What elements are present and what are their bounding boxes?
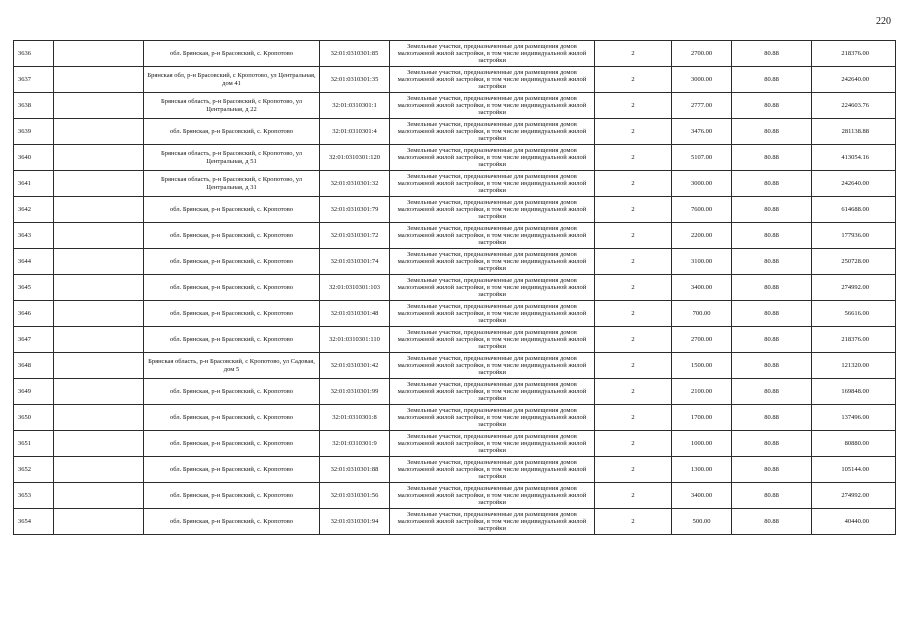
row-number-cell: 3653 (14, 483, 54, 509)
rate-cell: 80.88 (732, 171, 812, 197)
blank-cell (54, 405, 144, 431)
blank-cell (54, 301, 144, 327)
cost-cell: 177936.00 (812, 223, 896, 249)
land-use-cell: Земельные участки, предназначенные для размещения домов малоэтажной жилой застройки, в том числе индивидуальной жилой застройки (390, 249, 595, 275)
land-use-cell: Земельные участки, предназначенные для размещения домов малоэтажной жилой застройки, в том числе индивидуальной жилой застройки (390, 119, 595, 145)
land-use-cell: Земельные участки, предназначенные для размещения домов малоэтажной жилой застройки, в том числе индивидуальной жилой застройки (390, 405, 595, 431)
cadastral-number-cell: 32:01:0310301:99 (320, 379, 390, 405)
cost-cell: 614688.00 (812, 197, 896, 223)
cadastral-number-cell: 32:01:0310301:4 (320, 119, 390, 145)
row-number-cell: 3641 (14, 171, 54, 197)
area-cell: 3000.00 (672, 171, 732, 197)
row-number-cell: 3650 (14, 405, 54, 431)
rate-cell: 80.88 (732, 145, 812, 171)
table-row (14, 119, 896, 145)
cost-cell: 40440.00 (812, 509, 896, 535)
row-number-cell: 3640 (14, 145, 54, 171)
cadastral-number-cell: 32:01:0310301:88 (320, 457, 390, 483)
group-cell: 2 (595, 509, 672, 535)
rate-cell: 80.88 (732, 509, 812, 535)
land-use-cell: Земельные участки, предназначенные для размещения домов малоэтажной жилой застройки, в том числе индивидуальной жилой застройки (390, 327, 595, 353)
page-number: 220 (876, 16, 891, 27)
cost-cell: 274992.00 (812, 275, 896, 301)
cadastral-number-cell: 32:01:0310301:56 (320, 483, 390, 509)
blank-cell (54, 145, 144, 171)
address-cell: Брянская обл, р-н Брасовский, с Кропотово, ул Центральная, дом 41 (144, 67, 320, 93)
cost-cell: 169848.00 (812, 379, 896, 405)
group-cell: 2 (595, 249, 672, 275)
address-cell: обл. Брянская, р-н Брасовский, с. Кропотово (144, 197, 320, 223)
rate-cell: 80.88 (732, 67, 812, 93)
rate-cell: 80.88 (732, 431, 812, 457)
group-cell: 2 (595, 457, 672, 483)
address-cell: Брянская область, р-н Брасовский, с Кропотово, ул Садовая, дом 5 (144, 353, 320, 379)
row-number-cell: 3645 (14, 275, 54, 301)
group-cell: 2 (595, 327, 672, 353)
land-use-cell: Земельные участки, предназначенные для размещения домов малоэтажной жилой застройки, в том числе индивидуальной жилой застройки (390, 431, 595, 457)
row-number-cell: 3643 (14, 223, 54, 249)
table-row (14, 93, 896, 119)
address-cell: Брянская область, р-н Брасовский, с Кропотово, ул Центральная, д 22 (144, 93, 320, 119)
blank-cell (54, 275, 144, 301)
cadastral-number-cell: 32:01:0310301:42 (320, 353, 390, 379)
table-row (14, 457, 896, 483)
group-cell: 2 (595, 405, 672, 431)
area-cell: 2700.00 (672, 41, 732, 67)
cadastral-number-cell: 32:01:0310301:74 (320, 249, 390, 275)
row-number-cell: 3648 (14, 353, 54, 379)
row-number-cell: 3639 (14, 119, 54, 145)
table-row (14, 405, 896, 431)
rate-cell: 80.88 (732, 301, 812, 327)
group-cell: 2 (595, 353, 672, 379)
address-cell: обл. Брянская, р-н Брасовский, с. Кропотово (144, 119, 320, 145)
address-cell: обл. Брянская, р-н Брасовский, с. Кропотово (144, 41, 320, 67)
group-cell: 2 (595, 301, 672, 327)
table-row (14, 145, 896, 171)
address-cell: обл. Брянская, р-н Брасовский, с. Кропотово (144, 509, 320, 535)
address-cell: обл. Брянская, р-н Брасовский, с. Кропотово (144, 301, 320, 327)
area-cell: 1300.00 (672, 457, 732, 483)
group-cell: 2 (595, 197, 672, 223)
area-cell: 3400.00 (672, 483, 732, 509)
cost-cell: 224603.76 (812, 93, 896, 119)
land-use-cell: Земельные участки, предназначенные для размещения домов малоэтажной жилой застройки, в том числе индивидуальной жилой застройки (390, 379, 595, 405)
area-cell: 2100.00 (672, 379, 732, 405)
land-use-cell: Земельные участки, предназначенные для размещения домов малоэтажной жилой застройки, в том числе индивидуальной жилой застройки (390, 353, 595, 379)
land-use-cell: Земельные участки, предназначенные для размещения домов малоэтажной жилой застройки, в том числе индивидуальной жилой застройки (390, 301, 595, 327)
table-row (14, 431, 896, 457)
blank-cell (54, 93, 144, 119)
area-cell: 1500.00 (672, 353, 732, 379)
cadastral-number-cell: 32:01:0310301:85 (320, 41, 390, 67)
rate-cell: 80.88 (732, 483, 812, 509)
blank-cell (54, 353, 144, 379)
land-use-cell: Земельные участки, предназначенные для размещения домов малоэтажной жилой застройки, в том числе индивидуальной жилой застройки (390, 509, 595, 535)
group-cell: 2 (595, 379, 672, 405)
land-use-cell: Земельные участки, предназначенные для размещения домов малоэтажной жилой застройки, в том числе индивидуальной жилой застройки (390, 457, 595, 483)
blank-cell (54, 379, 144, 405)
rate-cell: 80.88 (732, 197, 812, 223)
blank-cell (54, 249, 144, 275)
rate-cell: 80.88 (732, 457, 812, 483)
group-cell: 2 (595, 171, 672, 197)
rate-cell: 80.88 (732, 353, 812, 379)
blank-cell (54, 483, 144, 509)
blank-cell (54, 41, 144, 67)
address-cell: Брянская область, р-н Брасовский, с Кропотово, ул Центральная, д 31 (144, 171, 320, 197)
cost-cell: 242640.00 (812, 171, 896, 197)
address-cell: обл. Брянская, р-н Брасовский, с. Кропотово (144, 223, 320, 249)
blank-cell (54, 509, 144, 535)
address-cell: обл. Брянская, р-н Брасовский, с. Кропотово (144, 275, 320, 301)
cadastral-number-cell: 32:01:0310301:48 (320, 301, 390, 327)
cadastral-number-cell: 32:01:0310301:35 (320, 67, 390, 93)
area-cell: 2700.00 (672, 327, 732, 353)
table-body (14, 41, 896, 535)
address-cell: обл. Брянская, р-н Брасовский, с. Кропотово (144, 405, 320, 431)
land-use-cell: Земельные участки, предназначенные для размещения домов малоэтажной жилой застройки, в том числе индивидуальной жилой застройки (390, 41, 595, 67)
cadastral-number-cell: 32:01:0310301:120 (320, 145, 390, 171)
group-cell: 2 (595, 41, 672, 67)
row-number-cell: 3647 (14, 327, 54, 353)
area-cell: 1700.00 (672, 405, 732, 431)
land-use-cell: Земельные участки, предназначенные для размещения домов малоэтажной жилой застройки, в том числе индивидуальной жилой застройки (390, 93, 595, 119)
cost-cell: 80880.00 (812, 431, 896, 457)
row-number-cell: 3646 (14, 301, 54, 327)
rate-cell: 80.88 (732, 275, 812, 301)
rate-cell: 80.88 (732, 41, 812, 67)
blank-cell (54, 223, 144, 249)
group-cell: 2 (595, 67, 672, 93)
group-cell: 2 (595, 119, 672, 145)
cadastral-number-cell: 32:01:0310301:9 (320, 431, 390, 457)
row-number-cell: 3642 (14, 197, 54, 223)
table-row (14, 223, 896, 249)
address-cell: обл. Брянская, р-н Брасовский, с. Кропотово (144, 379, 320, 405)
blank-cell (54, 327, 144, 353)
land-use-cell: Земельные участки, предназначенные для размещения домов малоэтажной жилой застройки, в том числе индивидуальной жилой застройки (390, 171, 595, 197)
land-use-cell: Земельные участки, предназначенные для размещения домов малоэтажной жилой застройки, в том числе индивидуальной жилой застройки (390, 197, 595, 223)
rate-cell: 80.88 (732, 93, 812, 119)
table-row (14, 249, 896, 275)
area-cell: 3000.00 (672, 67, 732, 93)
land-use-cell: Земельные участки, предназначенные для размещения домов малоэтажной жилой застройки, в том числе индивидуальной жилой застройки (390, 223, 595, 249)
cost-cell: 281138.88 (812, 119, 896, 145)
area-cell: 5107.00 (672, 145, 732, 171)
table-row (14, 327, 896, 353)
rate-cell: 80.88 (732, 327, 812, 353)
cost-cell: 218376.00 (812, 41, 896, 67)
group-cell: 2 (595, 93, 672, 119)
address-cell: обл. Брянская, р-н Брасовский, с. Кропотово (144, 249, 320, 275)
table-row (14, 353, 896, 379)
area-cell: 500.00 (672, 509, 732, 535)
area-cell: 3476.00 (672, 119, 732, 145)
blank-cell (54, 171, 144, 197)
blank-cell (54, 67, 144, 93)
table-row (14, 275, 896, 301)
land-use-cell: Земельные участки, предназначенные для размещения домов малоэтажной жилой застройки, в том числе индивидуальной жилой застройки (390, 67, 595, 93)
cadastral-number-cell: 32:01:0310301:1 (320, 93, 390, 119)
row-number-cell: 3644 (14, 249, 54, 275)
land-valuation-table (13, 40, 896, 535)
group-cell: 2 (595, 275, 672, 301)
cost-cell: 121320.00 (812, 353, 896, 379)
table-row (14, 483, 896, 509)
blank-cell (54, 197, 144, 223)
row-number-cell: 3651 (14, 431, 54, 457)
area-cell: 2200.00 (672, 223, 732, 249)
row-number-cell: 3654 (14, 509, 54, 535)
table-row (14, 171, 896, 197)
area-cell: 3400.00 (672, 275, 732, 301)
table-row (14, 41, 896, 67)
cost-cell: 413054.16 (812, 145, 896, 171)
cadastral-number-cell: 32:01:0310301:103 (320, 275, 390, 301)
table-row (14, 379, 896, 405)
address-cell: обл. Брянская, р-н Брасовский, с. Кропотово (144, 431, 320, 457)
group-cell: 2 (595, 223, 672, 249)
cost-cell: 137496.00 (812, 405, 896, 431)
group-cell: 2 (595, 431, 672, 457)
address-cell: обл. Брянская, р-н Брасовский, с. Кропотово (144, 457, 320, 483)
rate-cell: 80.88 (732, 223, 812, 249)
area-cell: 700.00 (672, 301, 732, 327)
cost-cell: 56616.00 (812, 301, 896, 327)
land-use-cell: Земельные участки, предназначенные для размещения домов малоэтажной жилой застройки, в том числе индивидуальной жилой застройки (390, 145, 595, 171)
cost-cell: 250728.00 (812, 249, 896, 275)
group-cell: 2 (595, 483, 672, 509)
cadastral-number-cell: 32:01:0310301:94 (320, 509, 390, 535)
area-cell: 2777.00 (672, 93, 732, 119)
cadastral-number-cell: 32:01:0310301:110 (320, 327, 390, 353)
cost-cell: 274992.00 (812, 483, 896, 509)
cost-cell: 105144.00 (812, 457, 896, 483)
blank-cell (54, 431, 144, 457)
row-number-cell: 3649 (14, 379, 54, 405)
table-row (14, 67, 896, 93)
rate-cell: 80.88 (732, 249, 812, 275)
land-use-cell: Земельные участки, предназначенные для размещения домов малоэтажной жилой застройки, в том числе индивидуальной жилой застройки (390, 275, 595, 301)
cost-cell: 218376.00 (812, 327, 896, 353)
cadastral-number-cell: 32:01:0310301:72 (320, 223, 390, 249)
area-cell: 3100.00 (672, 249, 732, 275)
address-cell: обл. Брянская, р-н Брасовский, с. Кропотово (144, 483, 320, 509)
area-cell: 1000.00 (672, 431, 732, 457)
row-number-cell: 3638 (14, 93, 54, 119)
blank-cell (54, 457, 144, 483)
group-cell: 2 (595, 145, 672, 171)
table-row (14, 197, 896, 223)
blank-cell (54, 119, 144, 145)
area-cell: 7600.00 (672, 197, 732, 223)
address-cell: обл. Брянская, р-н Брасовский, с. Кропотово (144, 327, 320, 353)
cadastral-number-cell: 32:01:0310301:32 (320, 171, 390, 197)
row-number-cell: 3636 (14, 41, 54, 67)
rate-cell: 80.88 (732, 405, 812, 431)
land-use-cell: Земельные участки, предназначенные для размещения домов малоэтажной жилой застройки, в том числе индивидуальной жилой застройки (390, 483, 595, 509)
row-number-cell: 3652 (14, 457, 54, 483)
rate-cell: 80.88 (732, 119, 812, 145)
table-row (14, 509, 896, 535)
table-row (14, 301, 896, 327)
rate-cell: 80.88 (732, 379, 812, 405)
row-number-cell: 3637 (14, 67, 54, 93)
cadastral-number-cell: 32:01:0310301:79 (320, 197, 390, 223)
cost-cell: 242640.00 (812, 67, 896, 93)
cadastral-number-cell: 32:01:0310301:8 (320, 405, 390, 431)
address-cell: Брянская область, р-н Брасовский, с Кропотово, ул Центральная, д 51 (144, 145, 320, 171)
